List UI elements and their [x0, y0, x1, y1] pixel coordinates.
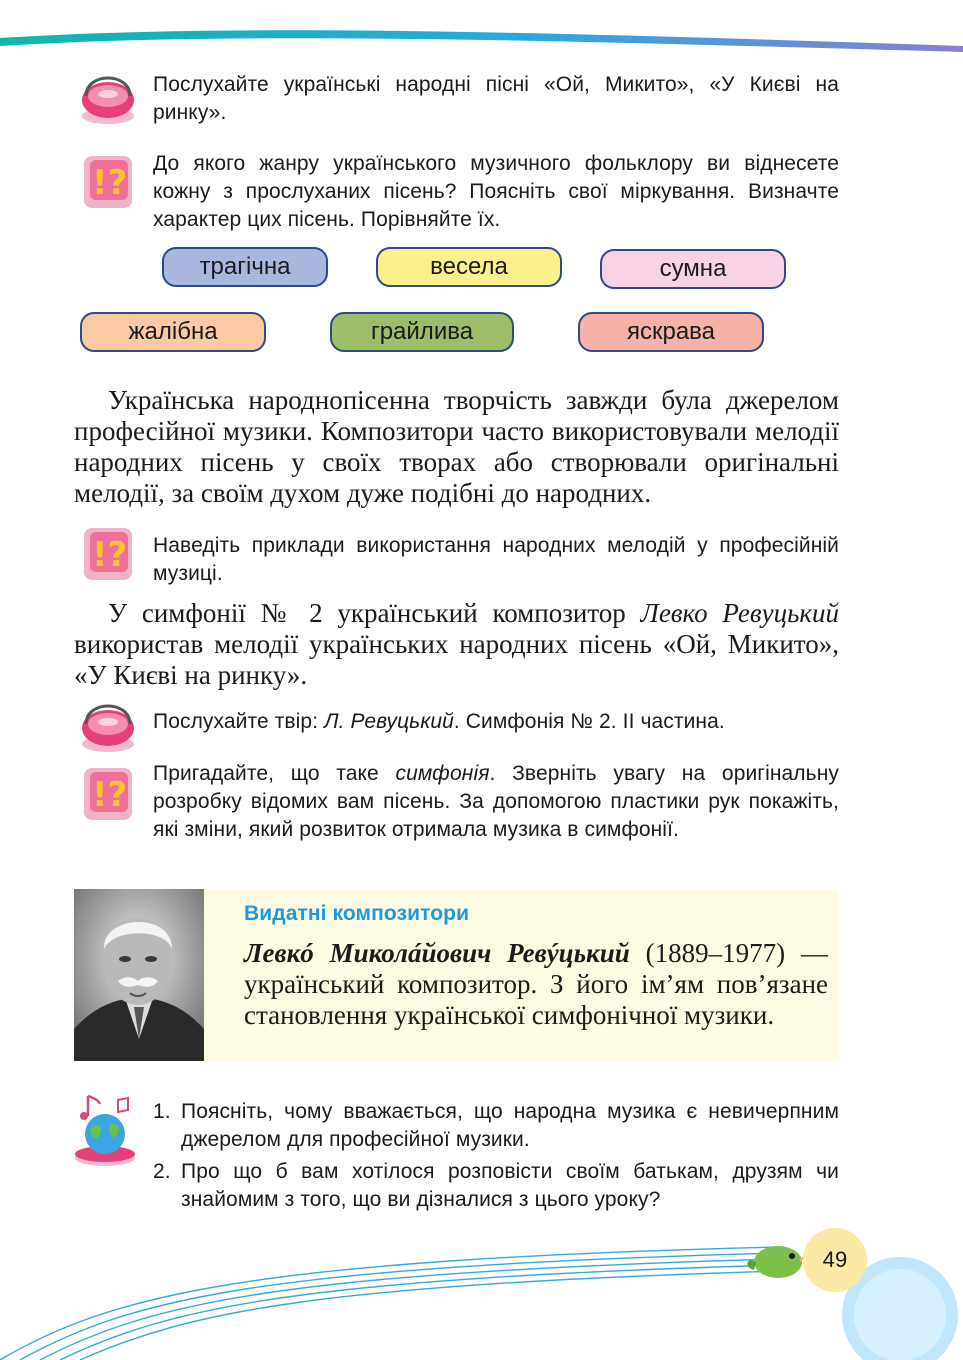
headphones-icon	[76, 64, 140, 128]
composer-portrait	[74, 889, 204, 1061]
task-listen-1: Послухайте українські народні пісні «Ой, Микито», «У Києві на ринку».	[153, 73, 839, 124]
composer-full-name: Левкó Миколáйович Ревýцький	[244, 938, 630, 968]
question-exclamation-icon	[76, 150, 140, 214]
headphones-icon	[76, 692, 140, 756]
final-question-1: 1. Поясніть, чому вважається, що народна музика є невичерпним джерелом для професійної музики.	[153, 1100, 839, 1151]
svg-text:!?: !?	[92, 775, 128, 815]
top-stripe	[0, 0, 963, 60]
question-3: Пригадайте, що таке симфонія. Зверніть увагу на оригінальну розробку відомих вам пісень. За допомогою пластики рук покажіть, які зміни, який розвиток отримала музика в симфонії.	[153, 762, 839, 841]
tag-plaintive: жалібна	[80, 312, 266, 352]
tag-bright: яскрава	[578, 312, 764, 352]
composer-heading: Видатні композитори	[244, 902, 470, 925]
tag-sad: сумна	[600, 249, 786, 289]
music-globe-icon	[70, 1092, 140, 1168]
paragraph-2: У симфонії № 2 український композитор Левко Ревуцький використав мелодії українських народних пісень «Ой, Микито», «У Києві на ринку».	[74, 598, 839, 690]
tag-cheerful: весела	[376, 247, 562, 287]
page-number: 49	[822, 1247, 848, 1272]
paragraph-1: Українська народнопісенна творчість завжди була джерелом професійної музики. Композитори часто використовували мелодії народних пісень у своїх творах або створювали оригінальні мелодії, за своїм духом дуже подібні до народних.	[74, 385, 839, 508]
svg-text:!?: !?	[92, 163, 128, 203]
composer-bio: Левкó Миколáйович Ревýцький (1889–1977) — український композитор. З його ім’ям пов’язане становлення української симфонічної музики.	[244, 938, 828, 1030]
question-1: До якого жанру українського музичного фольклору ви віднесете кожну з прослуханих пісень? Поясніть свої міркування. Визначте характер цих пісень. Порівняйте їх.	[153, 152, 839, 231]
task-listen-2: Послухайте твір: Л. Ревуцький. Симфонія № 2. ІІ частина.	[153, 710, 725, 733]
green-bird-icon	[742, 1236, 806, 1286]
tag-playful: грайлива	[330, 312, 514, 352]
composer-name: Левко Ревуцький	[640, 598, 839, 628]
final-question-2: 2. Про що б вам хотілося розповісти своїм батькам, друзям чи знайомим з того, що ви дізналися з цього уроку?	[153, 1160, 839, 1211]
question-exclamation-icon	[76, 522, 140, 586]
question-exclamation-icon	[76, 762, 140, 826]
question-2: Наведіть приклади використання народних мелодій у професійній музиці.	[153, 534, 839, 585]
tag-tragic: трагічна	[162, 247, 328, 287]
svg-text:!?: !?	[92, 535, 128, 575]
